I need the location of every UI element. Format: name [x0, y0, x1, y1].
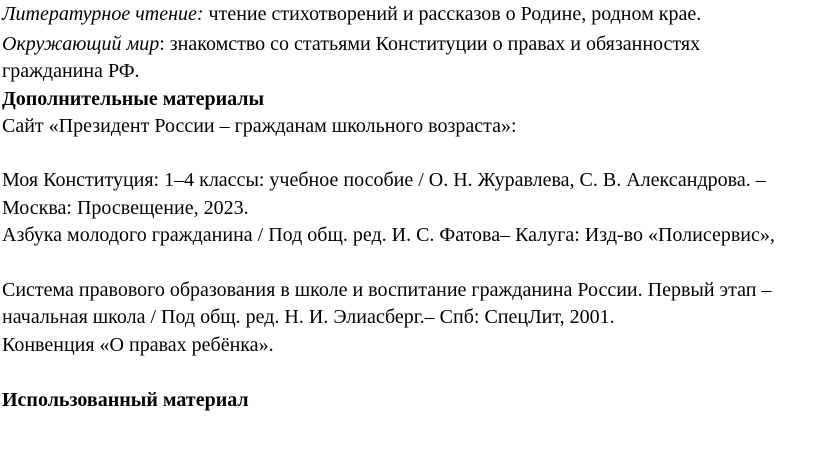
- reference-abc-citizen: Азбука молодого гражданина / Под общ. ред. И. С. Фатова– Калуга: Изд-во «Полисервис»,: [2, 224, 775, 246]
- site-line: Сайт «Президент России – гражданам школьного возраста»:: [2, 115, 517, 137]
- subject-literature-text: чтение стихотворений и рассказов о Родине, родном крае.: [203, 3, 702, 25]
- subject-world-continuation: гражданина РФ.: [2, 60, 140, 82]
- subject-world-line: [2, 31, 700, 58]
- reference-constitution-line2: Москва: Просвещение, 2023.: [2, 197, 249, 219]
- used-materials-heading: Использованный материал: [2, 389, 249, 411]
- subject-world-text: : знакомство со статьями Конституции о правах и обязанностях: [159, 33, 701, 55]
- subject-literature-line: [2, 1, 701, 28]
- reference-legal-education-line1: Система правового образования в школе и воспитание гражданина России. Первый этап –: [2, 279, 772, 301]
- subject-world-name: Окружающий мир: [2, 33, 160, 55]
- reference-legal-education-line2: начальная школа / Под общ. ред. Н. И. Элиасберг.– Спб: СпецЛит, 2001.: [2, 306, 615, 328]
- additional-materials-heading: Дополнительные материалы: [2, 88, 265, 110]
- subject-literature-name: Литературное чтение:: [2, 3, 204, 25]
- reference-constitution-line1: Моя Конституция: 1–4 классы: учебное пособие / О. Н. Журавлева, С. В. Александрова. –: [2, 169, 766, 191]
- reference-convention: Конвенция «О правах ребёнка».: [2, 334, 274, 356]
